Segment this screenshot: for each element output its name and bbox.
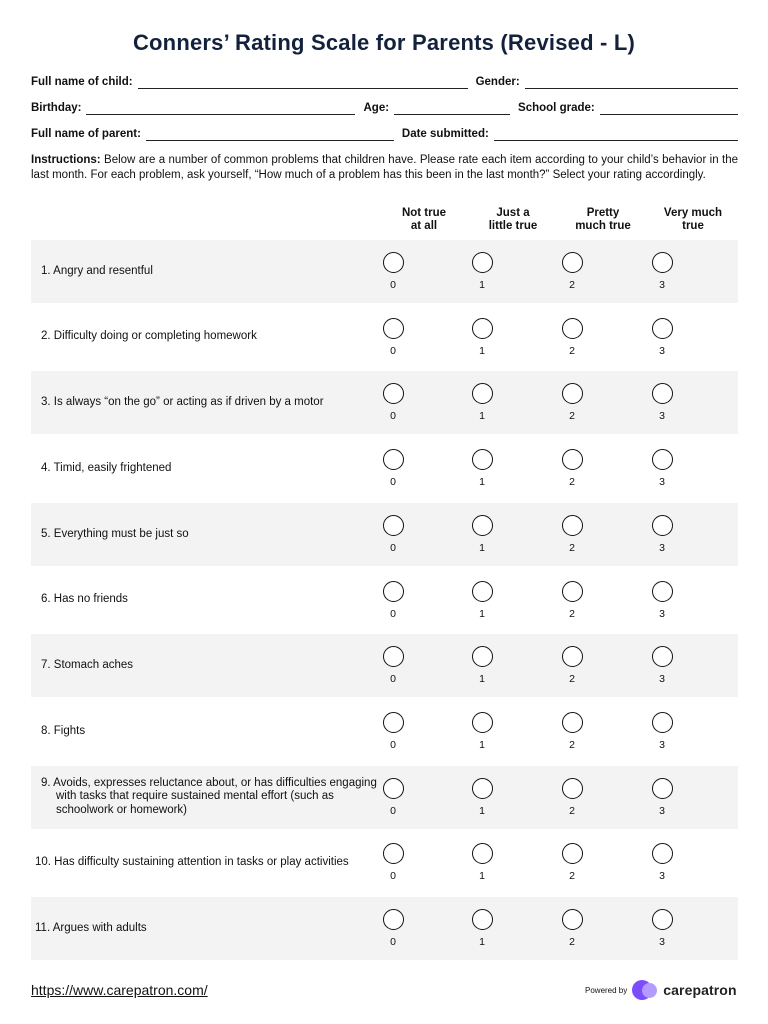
rating-radio-circle[interactable] <box>383 712 404 733</box>
rating-value-label: 2 <box>569 738 575 751</box>
rating-radio-circle[interactable] <box>383 318 404 339</box>
rating-value-label: 0 <box>390 870 396 883</box>
rating-radio-circle[interactable] <box>652 778 673 799</box>
rating-radio-circle[interactable] <box>562 252 583 273</box>
rating-radio-circle[interactable] <box>562 646 583 667</box>
rating-value-label: 1 <box>479 344 485 357</box>
rating-radio-circle[interactable] <box>652 252 673 273</box>
rating-value-label: 2 <box>569 870 575 883</box>
child-name-label: Full name of child: <box>31 76 133 88</box>
table-row <box>31 437 738 500</box>
table-row <box>31 766 738 829</box>
field-row-birthday <box>31 99 738 115</box>
rating-value-label: 2 <box>569 344 575 357</box>
rating-value-label: 1 <box>479 936 485 948</box>
rating-value-label: 3 <box>659 279 665 291</box>
rating-value-label: 1 <box>479 279 485 291</box>
rating-radio-circle[interactable] <box>383 909 404 930</box>
question-text: 4. Timid, easily frightened <box>41 461 172 474</box>
rating-value-label: 1 <box>479 673 485 686</box>
rating-option <box>462 252 502 291</box>
rating-option <box>642 778 682 817</box>
rating-value-label: 1 <box>479 476 485 489</box>
rating-value-label: 2 <box>569 410 575 423</box>
rating-option <box>373 843 413 882</box>
rating-value-label: 0 <box>390 344 396 357</box>
rating-option <box>552 909 592 948</box>
rating-value-label: 3 <box>659 673 665 686</box>
birthday-label: Birthday: <box>31 102 82 114</box>
rating-option <box>552 581 592 620</box>
instructions <box>31 153 738 183</box>
rating-value-label: 2 <box>569 607 575 620</box>
rating-value-label: 3 <box>659 607 665 620</box>
rating-value-label: 0 <box>390 673 396 686</box>
rating-radio-circle[interactable] <box>472 581 493 602</box>
rating-value-label: 3 <box>659 936 665 948</box>
school-grade-label: School grade: <box>518 102 595 114</box>
column-header-3: Very much true <box>663 207 723 232</box>
rating-option <box>462 318 502 357</box>
rating-radio-circle[interactable] <box>652 515 673 536</box>
table-row <box>31 371 738 434</box>
child-name-field[interactable] <box>138 77 468 89</box>
age-field[interactable] <box>394 103 510 115</box>
field-row-parent <box>31 125 738 141</box>
rating-radio-circle[interactable] <box>383 843 404 864</box>
question-text: 9. Avoids, expresses reluctance about, or has difficulties engaging with tasks that require sustained mental effort (such as schoolwork or homework) <box>41 776 377 816</box>
rating-option <box>373 383 413 422</box>
table-row <box>31 700 738 763</box>
rating-option <box>552 252 592 291</box>
powered-by-text: Powered by <box>585 985 628 995</box>
rating-radio-circle[interactable] <box>652 646 673 667</box>
rating-option <box>642 909 682 948</box>
rating-value-label: 0 <box>390 541 396 554</box>
question-text: 8. Fights <box>41 724 86 737</box>
rating-value-label: 1 <box>479 607 485 620</box>
parent-name-label: Full name of parent: <box>31 128 141 140</box>
brand-logo <box>585 980 737 1000</box>
question-text: 2. Difficulty doing or completing homework <box>41 330 257 343</box>
rating-option <box>552 646 592 685</box>
rating-option <box>462 778 502 817</box>
rating-value-label: 0 <box>390 804 396 817</box>
rating-radio-circle[interactable] <box>472 252 493 273</box>
rating-option <box>462 515 502 554</box>
rating-radio-circle[interactable] <box>472 515 493 536</box>
rating-radio-circle[interactable] <box>652 318 673 339</box>
table-row <box>31 897 738 960</box>
rating-option <box>552 712 592 751</box>
rating-option <box>462 449 502 488</box>
rating-radio-circle[interactable] <box>652 449 673 470</box>
brand-name: carepatron <box>663 982 737 998</box>
carepatron-logo-icon <box>632 980 660 1000</box>
rating-value-label: 3 <box>659 870 665 883</box>
rating-radio-circle[interactable] <box>652 581 673 602</box>
table-row <box>31 503 738 566</box>
rating-option <box>462 843 502 882</box>
parent-name-field[interactable] <box>146 129 394 141</box>
rating-radio-circle[interactable] <box>383 252 404 273</box>
rating-radio-circle[interactable] <box>472 318 493 339</box>
rating-option <box>373 646 413 685</box>
rating-radio-circle[interactable] <box>383 581 404 602</box>
rating-option <box>462 712 502 751</box>
rating-value-label: 2 <box>569 673 575 686</box>
rating-radio-circle[interactable] <box>562 515 583 536</box>
column-header-2: Pretty much true <box>575 207 631 232</box>
rating-value-label: 1 <box>479 738 485 751</box>
rating-option <box>642 252 682 291</box>
rating-value-label: 2 <box>569 936 575 948</box>
rating-option <box>552 318 592 357</box>
rating-option <box>373 581 413 620</box>
rating-radio-circle[interactable] <box>383 383 404 404</box>
rating-value-label: 3 <box>659 804 665 817</box>
rating-option <box>373 252 413 291</box>
rating-radio-circle[interactable] <box>472 778 493 799</box>
rating-value-label: 3 <box>659 476 665 489</box>
rating-radio-circle[interactable] <box>562 383 583 404</box>
rating-option <box>373 515 413 554</box>
rating-value-label: 0 <box>390 936 396 948</box>
rating-option <box>462 909 502 948</box>
rating-value-label: 1 <box>479 410 485 423</box>
question-text: 10. Has difficulty sustaining attention in tasks or play activities <box>35 856 349 869</box>
rating-value-label: 0 <box>390 279 396 291</box>
rating-radio-circle[interactable] <box>562 449 583 470</box>
question-text: 11. Argues with adults <box>35 921 147 934</box>
rating-value-label: 2 <box>569 279 575 291</box>
rating-value-label: 3 <box>659 410 665 423</box>
birthday-field[interactable] <box>86 103 355 115</box>
rating-option <box>462 646 502 685</box>
rating-radio-circle[interactable] <box>472 383 493 404</box>
rating-option <box>373 778 413 817</box>
table-row <box>31 240 738 303</box>
gender-field[interactable] <box>525 77 738 89</box>
date-submitted-label: Date submitted: <box>401 128 489 140</box>
rating-value-label: 1 <box>479 870 485 883</box>
age-label: Age: <box>363 102 390 114</box>
rating-value-label: 2 <box>569 804 575 817</box>
field-row-child <box>31 73 738 89</box>
rating-option <box>552 843 592 882</box>
rating-value-label: 0 <box>390 410 396 423</box>
rating-option <box>373 318 413 357</box>
rating-radio-circle[interactable] <box>472 449 493 470</box>
rating-value-label: 1 <box>479 541 485 554</box>
rating-radio-circle[interactable] <box>562 581 583 602</box>
question-text: 1. Angry and resentful <box>41 264 153 277</box>
rating-radio-circle[interactable] <box>562 778 583 799</box>
rating-value-label: 3 <box>659 738 665 751</box>
rating-value-label: 0 <box>390 607 396 620</box>
rating-radio-circle[interactable] <box>562 843 583 864</box>
rating-radio-circle[interactable] <box>652 909 673 930</box>
table-row <box>31 634 738 697</box>
rating-option <box>462 581 502 620</box>
rating-radio-circle[interactable] <box>562 712 583 733</box>
rating-radio-circle[interactable] <box>652 712 673 733</box>
rating-radio-circle[interactable] <box>562 318 583 339</box>
rating-radio-circle[interactable] <box>383 646 404 667</box>
instructions-label: Instructions: <box>31 154 101 166</box>
footer-url-link[interactable]: https://www.carepatron.com/ <box>31 982 208 998</box>
rating-radio-circle[interactable] <box>472 712 493 733</box>
table-row <box>31 831 738 894</box>
rating-option <box>642 318 682 357</box>
rating-option <box>373 449 413 488</box>
rating-radio-circle[interactable] <box>472 843 493 864</box>
page-title: Conners’ Rating Scale for Parents (Revised - L) <box>132 30 636 55</box>
rating-option <box>373 712 413 751</box>
question-text: 7. Stomach aches <box>41 658 134 671</box>
rating-option <box>642 581 682 620</box>
rating-radio-circle[interactable] <box>472 646 493 667</box>
rating-option <box>642 383 682 422</box>
school-grade-field[interactable] <box>600 103 738 115</box>
instructions-text: Below are a number of common problems that children have. Please rate each item according to your child’s behavior in the last month. For each problem, ask yourself, “How much of a problem has this been in the last month?” Select your rating accordingly. <box>31 154 738 181</box>
rating-option <box>642 449 682 488</box>
rating-option <box>552 383 592 422</box>
rating-value-label: 2 <box>569 476 575 489</box>
column-header-0: Not true at all <box>401 207 447 232</box>
rating-radio-circle[interactable] <box>383 449 404 470</box>
rating-option <box>642 843 682 882</box>
rating-option <box>642 515 682 554</box>
rating-radio-circle[interactable] <box>562 909 583 930</box>
rating-value-label: 2 <box>569 541 575 554</box>
rating-value-label: 3 <box>659 541 665 554</box>
date-submitted-field[interactable] <box>494 129 738 141</box>
table-row <box>31 569 738 632</box>
question-text: 5. Everything must be just so <box>41 527 189 540</box>
question-text: 3. Is always “on the go” or acting as if driven by a motor <box>41 396 324 409</box>
rating-option <box>642 646 682 685</box>
rating-radio-circle[interactable] <box>652 843 673 864</box>
rating-option <box>552 778 592 817</box>
rating-value-label: 3 <box>659 344 665 357</box>
rating-option <box>552 515 592 554</box>
rating-option <box>642 712 682 751</box>
rating-radio-circle[interactable] <box>383 515 404 536</box>
question-text: 6. Has no friends <box>41 593 128 606</box>
rating-option <box>373 909 413 948</box>
gender-label: Gender: <box>475 76 520 88</box>
rating-radio-circle[interactable] <box>383 778 404 799</box>
rating-value-label: 0 <box>390 738 396 751</box>
column-header-1: Just a little true <box>488 207 538 232</box>
table-row <box>31 306 738 369</box>
rating-option <box>462 383 502 422</box>
rating-option <box>552 449 592 488</box>
rating-radio-circle[interactable] <box>472 909 493 930</box>
rating-value-label: 1 <box>479 804 485 817</box>
rating-value-label: 0 <box>390 476 396 489</box>
rating-radio-circle[interactable] <box>652 383 673 404</box>
